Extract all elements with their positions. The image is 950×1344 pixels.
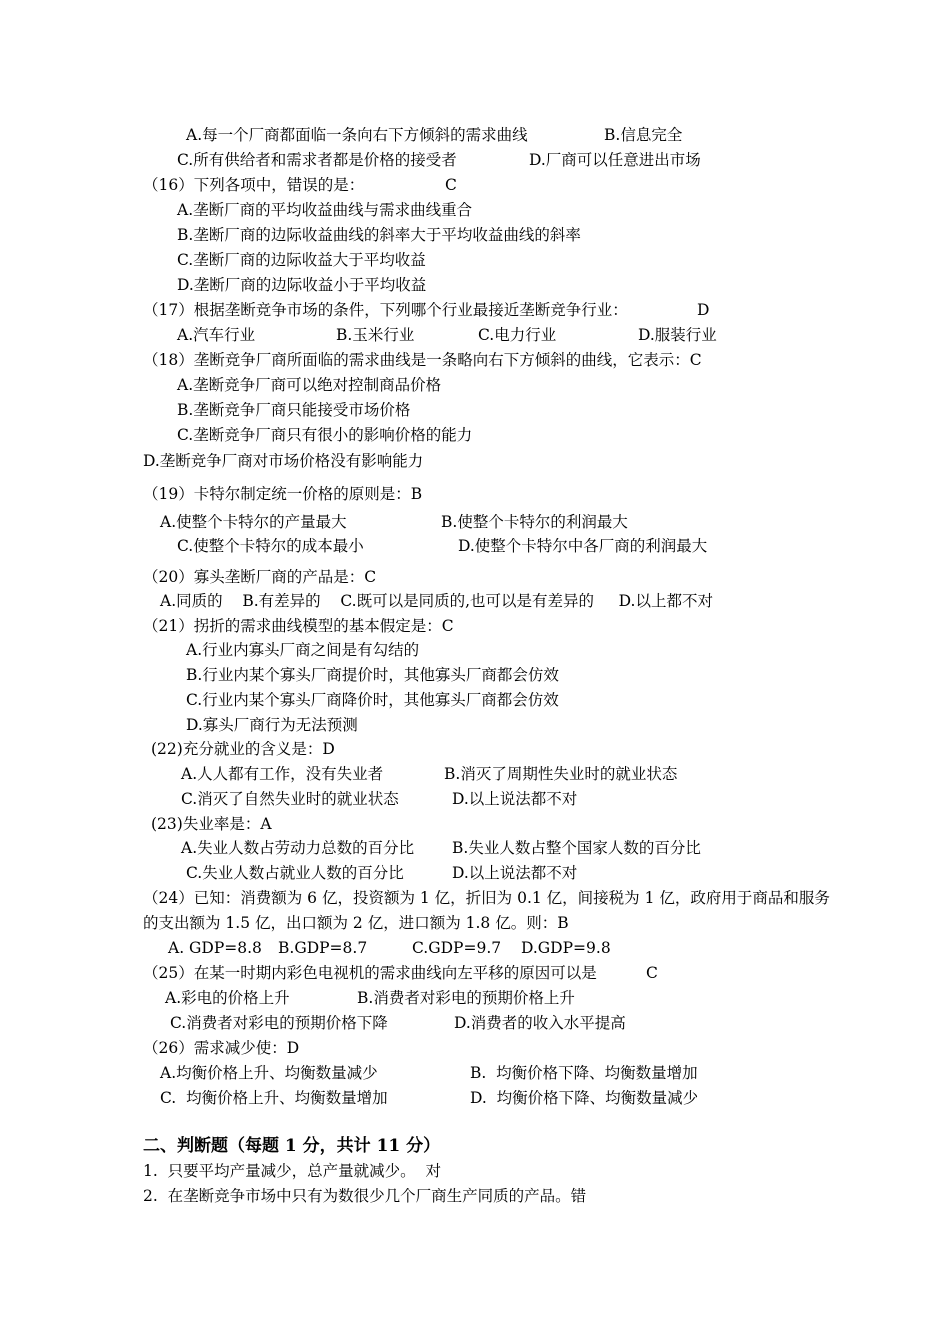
q22-option-d: D.以上说法都不对 [452,790,578,808]
q24-option-b: B.GDP=8.7 [278,939,368,957]
q17-option-d: D.服装行业 [638,326,717,344]
q18-option-d: D.垄断竞争厂商对市场价格没有影响能力 [143,452,424,470]
q23-option-c: C.失业人数占就业人数的百分比 [186,864,404,882]
q26-option-a: A.均衡价格上升、均衡数量减少 [160,1064,378,1082]
q25-option-b: B.消费者对彩电的预期价格上升 [357,989,575,1007]
q19-option-a: A.使整个卡特尔的产量最大 [160,513,347,531]
judgement-item-2: 2. 在垄断竞争市场中只有为数很少几个厂商生产同质的产品。错 [143,1187,587,1205]
q16-option-a: A.垄断厂商的平均收益曲线与需求曲线重合 [177,201,473,219]
q26-question: （26）需求减少使：D [143,1039,300,1057]
q16-option-b: B.垄断厂商的边际收益曲线的斜率大于平均收益曲线的斜率 [177,226,581,244]
q20-question: （20）寡头垄断厂商的产品是：C [143,568,377,586]
q26-option-b: B. 均衡价格下降、均衡数量增加 [470,1064,698,1082]
q19-question: （19）卡特尔制定统一价格的原则是：B [143,485,423,503]
q26-option-c: C. 均衡价格上升、均衡数量增加 [160,1089,388,1107]
q18-option-c: C.垄断竞争厂商只有很小的影响价格的能力 [177,426,473,444]
q18-option-a: A.垄断竞争厂商可以绝对控制商品价格 [177,376,442,394]
q22-option-c: C.消灭了自然失业时的就业状态 [181,790,399,808]
q21-option-c: C.行业内某个寡头厂商降价时，其他寡头厂商都会仿效 [186,691,559,709]
q23-option-a: A.失业人数占劳动力总数的百分比 [181,839,415,857]
q17-option-b: B.玉米行业 [336,326,415,344]
q21-option-d: D.寡头厂商行为无法预测 [186,716,358,734]
q21-option-a: A.行业内寡头厂商之间是有勾结的 [186,641,420,659]
q19-option-c: C.使整个卡特尔的成本最小 [177,537,364,555]
q16-question: （16）下列各项中，错误的是： [143,176,365,194]
q25-option-a: A.彩电的价格上升 [165,989,290,1007]
q25-question: （25）在某一时期内彩色电视机的需求曲线向左平移的原因可以是 [143,964,597,982]
q15-option-c: C.所有供给者和需求者都是价格的接受者 [177,151,457,169]
q25-answer: C [646,964,658,982]
q16-option-c: C.垄断厂商的边际收益大于平均收益 [177,251,426,269]
q24-option-d: D.GDP=9.8 [521,939,611,957]
q25-option-c: C.消费者对彩电的预期价格下降 [170,1014,388,1032]
q17-option-c: C.电力行业 [478,326,557,344]
q22-option-a: A.人人都有工作，没有失业者 [181,765,384,783]
q17-answer: D [697,301,710,319]
section-heading-true-false: 二、判断题（每题 1 分，共计 11 分） [143,1136,441,1156]
q15-option-a: A.每一个厂商都面临一条向右下方倾斜的需求曲线 [186,126,528,144]
q22-question: (22)充分就业的含义是：D [151,740,335,758]
q19-option-d: D.使整个卡特尔中各厂商的利润最大 [458,537,708,555]
q24-question: （24）已知：消费额为 6 亿，投资额为 1 亿，折旧为 0.1 亿，间接税为 1 亿，政府用于商品和服务 [143,889,830,907]
q23-question: (23)失业率是：A [151,815,272,833]
q25-option-d: D.消费者的收入水平提高 [454,1014,626,1032]
q21-option-b: B.行业内某个寡头厂商提价时，其他寡头厂商都会仿效 [186,666,559,684]
q15-option-b: B.信息完全 [604,126,683,144]
q16-option-d: D.垄断厂商的边际收益小于平均收益 [177,276,427,294]
q21-question: （21）拐折的需求曲线模型的基本假定是：C [143,617,454,635]
q22-option-b: B.消灭了周期性失业时的就业状态 [444,765,678,783]
judgement-item-1: 1. 只要平均产量减少，总产量就减少。 对 [143,1162,441,1180]
q17-option-a: A.汽车行业 [177,326,256,344]
q18-question: （18）垄断竞争厂商所面临的需求曲线是一条略向右下方倾斜的曲线，它表示：C [143,351,702,369]
q18-option-b: B.垄断竞争厂商只能接受市场价格 [177,401,411,419]
q24-question-continued: 的支出额为 1.5 亿，出口额为 2 亿，进口额为 1.8 亿。则：B [143,914,569,932]
q17-question: （17）根据垄断竞争市场的条件，下列哪个行业最接近垄断竞争行业： [143,301,628,319]
q26-option-d: D. 均衡价格下降、均衡数量减少 [470,1089,699,1107]
q24-option-c: C.GDP=9.7 [412,939,502,957]
q23-option-b: B.失业人数占整个国家人数的百分比 [452,839,701,857]
q20-options: A.同质的 B.有差异的 C.既可以是同质的,也可以是有差异的 D.以上都不对 [160,592,713,610]
q16-answer: C [445,176,457,194]
q23-option-d: D.以上说法都不对 [452,864,578,882]
q19-option-b: B.使整个卡特尔的利润最大 [441,513,628,531]
q15-option-d: D.厂商可以任意进出市场 [529,151,701,169]
q24-option-a: A. GDP=8.8 [168,939,262,957]
